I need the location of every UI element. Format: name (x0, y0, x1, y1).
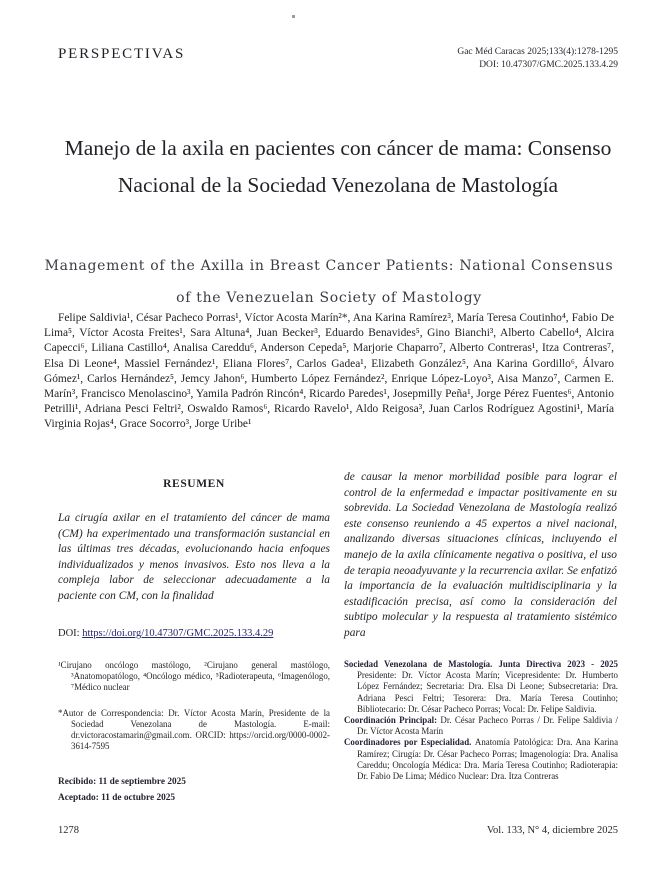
citation-line: Gac Méd Caracas 2025;133(4):1278-1295 (457, 47, 618, 57)
submission-dates (58, 775, 330, 806)
abstract-column-left (58, 478, 330, 605)
page-number: 1278 (58, 825, 79, 836)
authors-list: Felipe Saldivia¹, César Pacheco Porras¹, Víctor Acosta Marín²*, Ana Karina Ramírez³, María Teresa Coutinho⁴, Fabio De Lima⁵, Víctor Acosta Freites¹, Sara Altuna⁴, Juan Becker³, Eduardo Benavides⁵, Gino Bianchi³, Alberto Cabello⁴, Alcira Capecci⁶, Liliana Castillo⁴, Analisa Careddu⁶, Anderson Cepeda⁵, Marjorie Chaparro⁷, Alberto Contreras¹, Itza Contreras⁷, Elsa Di Leone⁴, Massiel Fernández¹, Eliana Flores⁷, Carlos Gadea¹, Elizabeth González⁵, Ana Karina Gordillo⁶, Álvaro Gómez¹, Carlos Hernández⁵, Jemcy Jahon⁶, Humberto López Fernández², Enrique López-Loyo³, Aisa Manzo⁷, Carmen E. Marín³, Francisco Menolascino³, Yamila Padrón Rincón⁴, Ricardo Paredes¹, Josepmilly Peña¹, Jorge Pérez Fuentes⁶, Antonio Petrilli¹, Adriana Pesci Feltri², Oswaldo Ramos⁶, Ricardo Ravelo¹, Aldo Reigosa³, Juan Carlos Rodríguez Agostini¹, María Virginia Rojas⁴, Grace Socorro³, Jorge Uribe¹ (44, 312, 614, 431)
citation-block (457, 46, 618, 71)
board-footnote-lead: Sociedad Venezolana de Mastología. Junta Directiva 2023 - 2025 (344, 659, 618, 669)
abstract-text-left: La cirugía axilar en el tratamiento del cáncer de mama (CM) ha experimentado una transformación sustancial en las últimas tres décadas, evolucionando hacia enfoques individualizados y menos invasivos. Esto nos lleva a la compleja labor de seleccionar adecuadamente a la paciente con CM, con la finalidad (58, 512, 330, 602)
abstract-heading: RESUMEN (163, 478, 225, 490)
doi-line (58, 628, 273, 639)
specialty-footnote-text: Anatomía Patológica: Dra. Ana Karina Ramírez; Cirugía: Dr. César Pacheco Porras; Imagenología: Dra. Analisa Careddu; Oncología Médica: Dra. María Teresa Coutinho; Radioterapia: Dr. Fabio De Lima; Médico Nuclear: Dra. Itza Contreras (357, 737, 619, 782)
doi-link[interactable]: https://doi.org/10.47307/GMC.2025.133.4.29 (82, 628, 274, 639)
abstract-column-right (344, 470, 617, 642)
accepted-date: Aceptado: 11 de octubre 2025 (58, 792, 176, 803)
coordination-footnote-text: Dr. César Pacheco Porras / Dr. Felipe Saldivia / Dr. Víctor Acosta Marín (357, 715, 618, 737)
footnotes-left (58, 660, 330, 752)
correspondence-footnote: *Autor de Correspondencia: Dr. Víctor Acosta Marín, Presidente de la Sociedad Venezolana de Mastología. E-mail: dr.victoracostamarin@gmail.com. ORCID: https://orcid.org/0000-0002-3614-7595 (58, 707, 330, 752)
page-header (58, 46, 618, 71)
abstract-text-right: de causar la menor morbilidad posible para lograr el control de la enfermedad e impactar positivamente en su sobrevida. La Sociedad Venezolana de Mastología realizó este consenso reuniendo a 45 expertos a nivel nacional, analizando diversas situaciones clínicas, incluyendo el manejo de la axila clínicamente negativa o positiva, el uso de terapia neoadyuvante y la recurrencia axilar. Se enfatizó la importancia de la evaluación multidisciplinaria y la estadificación precisa, así como la consideración del subtipo molecular y la respuesta al tratamiento sistémico para (344, 471, 617, 639)
article-title-english: Management of the Axilla in Breast Cancer Patients: National Consensus of the Venezuelan Society of Mastology (44, 258, 614, 306)
header-doi-line: DOI: 10.47307/GMC.2025.133.4.29 (479, 59, 618, 70)
article-title-spanish: Manejo de la axila en pacientes con cáncer de mama: Consenso Nacional de la Sociedad Venezolana de Mastología (64, 136, 612, 197)
page-footer (58, 825, 618, 836)
specialty-coordinators-footnote (344, 737, 618, 782)
affiliations-footnote: ¹Cirujano oncólogo mastólogo, ²Cirujano general mastólogo, ³Anatomopatólogo, ⁴Oncólogo médico, ⁵Radioterapeuta, ⁶Imagenólogo, ⁷Médico nuclear (58, 660, 330, 693)
coordination-footnote (344, 715, 618, 737)
volume-info: Vol. 133, N° 4, diciembre 2025 (486, 825, 618, 836)
footnotes-right (344, 659, 618, 782)
received-date: Recibido: 11 de septiembre 2025 (58, 777, 186, 787)
section-label: PERSPECTIVAS (58, 46, 186, 62)
scan-artifact-dot (292, 15, 295, 18)
specialty-footnote-lead: Coordinadores por Especialidad. (344, 737, 475, 748)
board-footnote (344, 659, 618, 715)
doi-label: DOI: (58, 628, 83, 639)
board-footnote-text: Presidente: Dr. Víctor Acosta Marín; Vicepresidente: Dr. Humberto López Fernández; Secretaria: Dra. Elsa Di Leone; Subsecretaria: Dra. Adriana Pesci Feltri; Tesorera: Dra. María Teresa Coutinho; Bibliotecario: Dr. César Pacheco Porras; Vocal: Dr. Felipe Saldivia. (357, 670, 618, 714)
coordination-footnote-lead: Coordinación Principal: (344, 715, 441, 726)
